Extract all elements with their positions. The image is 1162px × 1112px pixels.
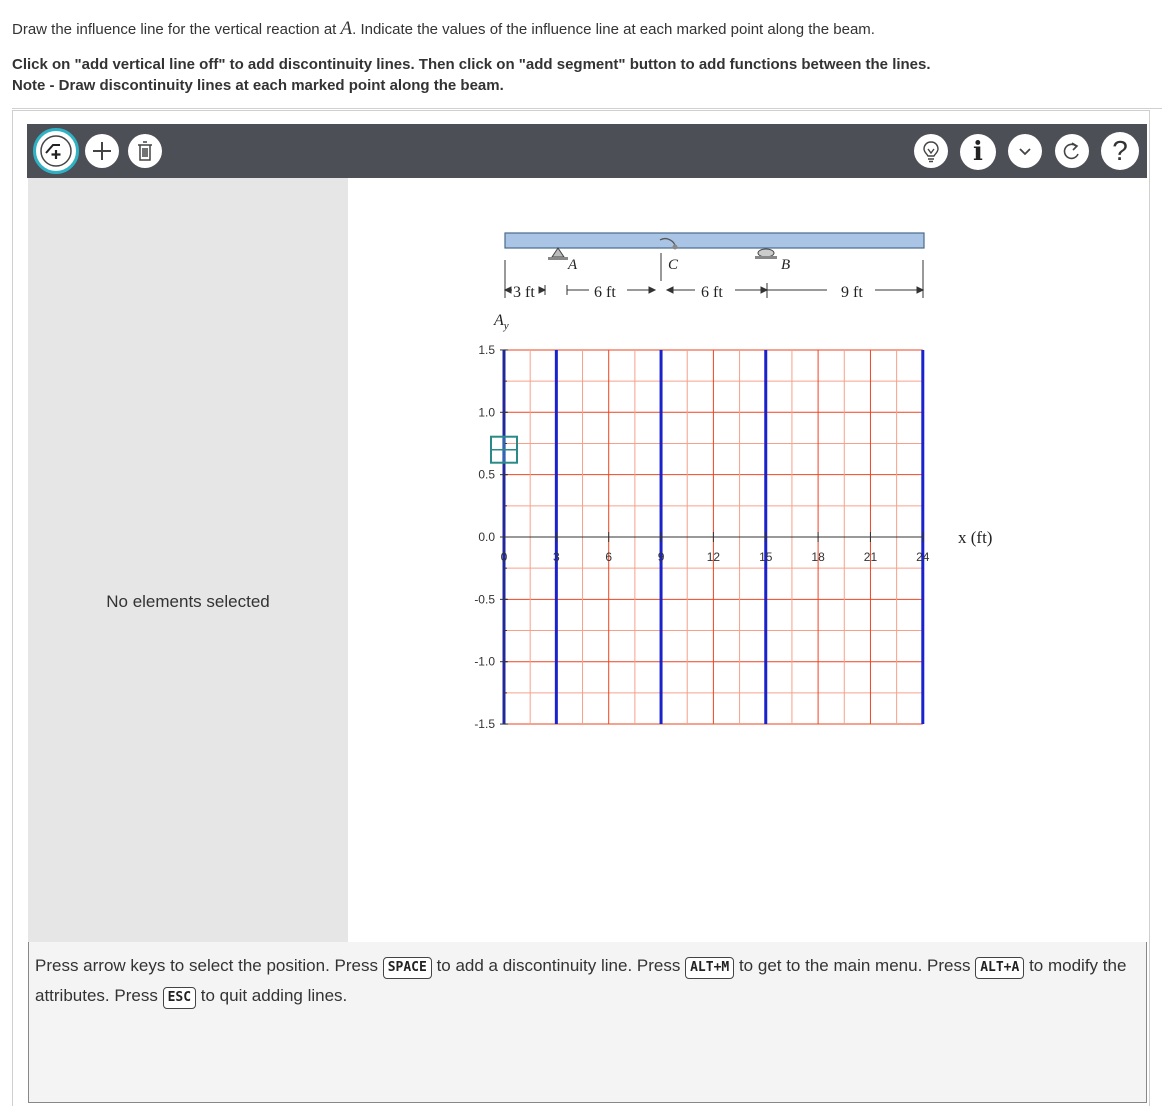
x-tick-label: 21 xyxy=(863,550,878,564)
info-button[interactable] xyxy=(960,134,996,170)
beam xyxy=(505,233,924,248)
y-tick-label: 0.0 xyxy=(478,530,495,544)
hint-button[interactable] xyxy=(914,134,948,168)
y-tick-label: 1.5 xyxy=(478,342,495,357)
menu-dropdown-button[interactable] xyxy=(1008,134,1042,168)
y-tick-label: 1.0 xyxy=(478,405,495,420)
support-a-label: A xyxy=(568,257,578,273)
axes xyxy=(474,343,929,731)
properties-panel xyxy=(28,178,348,942)
help-button[interactable] xyxy=(1101,132,1139,170)
influence-line-chart[interactable] xyxy=(355,185,1140,942)
beam-diagram xyxy=(505,233,924,301)
question-line-2: Click on "add vertical line off" to add discontinuity lines. Then click on "add segment" button to add functions between the lines. xyxy=(12,56,931,73)
graph-area[interactable] xyxy=(355,185,1140,942)
question-line-1: Draw the influence line for the vertical reaction at A. Indicate the values of the influence line at each marked point along the beam. xyxy=(12,18,875,39)
x-tick-label: 15 xyxy=(759,550,773,564)
x-tick-label: 9 xyxy=(657,550,665,564)
x-tick-label: 0 xyxy=(500,550,508,564)
x-axis-label: x (ft) xyxy=(958,528,993,547)
y-tick-label: -1.0 xyxy=(474,654,495,669)
var-a: A xyxy=(340,18,353,39)
plus-icon xyxy=(91,140,113,162)
y-tick-label: -1.5 xyxy=(474,717,495,732)
dim-2: 6 ft xyxy=(594,284,616,301)
add-segment-button[interactable] xyxy=(85,134,119,168)
divider xyxy=(12,108,1162,109)
delete-button[interactable] xyxy=(128,134,162,168)
dim-4: 9 ft xyxy=(841,284,863,301)
y-tick-label: 0.5 xyxy=(478,467,495,482)
add-vertical-line-button[interactable] xyxy=(33,128,79,174)
x-tick-label: 6 xyxy=(605,550,613,564)
selection-status: No elements selected xyxy=(106,592,270,611)
hinge-c-label: C xyxy=(668,257,679,273)
question-instructions xyxy=(12,54,931,96)
support-a-icon xyxy=(548,248,568,260)
alt-m-key: ALT+M xyxy=(685,957,734,979)
question-line-3: Note - Draw discontinuity lines at each marked point along the beam. xyxy=(12,77,504,94)
redo-icon xyxy=(1061,140,1083,162)
keyboard-instructions: Press arrow keys to select the position. Press SPACE to add a discontinuity line. Press ALT+M to get to the main menu. Press ALT+A to modify the attributes. Press ESC to quit adding lines. xyxy=(35,951,1135,1011)
dim-1: 3 ft xyxy=(513,284,535,301)
dim-3: 6 ft xyxy=(701,284,723,301)
add-vertical-line-icon xyxy=(39,134,73,168)
support-b-icon xyxy=(755,249,777,259)
info-icon: i xyxy=(973,137,983,167)
alt-a-key: ALT+A xyxy=(975,957,1024,979)
chevron-down-icon xyxy=(1017,143,1033,159)
x-tick-label: 18 xyxy=(811,550,825,564)
y-tick-label: -0.5 xyxy=(474,592,495,607)
redo-button[interactable] xyxy=(1055,134,1089,168)
placement-cursor[interactable] xyxy=(491,437,517,463)
hint-bulb-icon xyxy=(920,139,942,163)
toolbar xyxy=(27,124,1147,178)
x-tick-label: 24 xyxy=(916,550,930,564)
esc-key: ESC xyxy=(163,987,196,1009)
x-tick-label: 12 xyxy=(706,550,721,564)
x-tick-label: 3 xyxy=(553,550,560,564)
y-axis-label: $A_y$ xyxy=(494,312,509,332)
space-key: SPACE xyxy=(383,957,432,979)
help-icon: ? xyxy=(1112,135,1128,166)
support-b-label: B xyxy=(781,257,791,273)
trash-icon xyxy=(135,140,155,162)
